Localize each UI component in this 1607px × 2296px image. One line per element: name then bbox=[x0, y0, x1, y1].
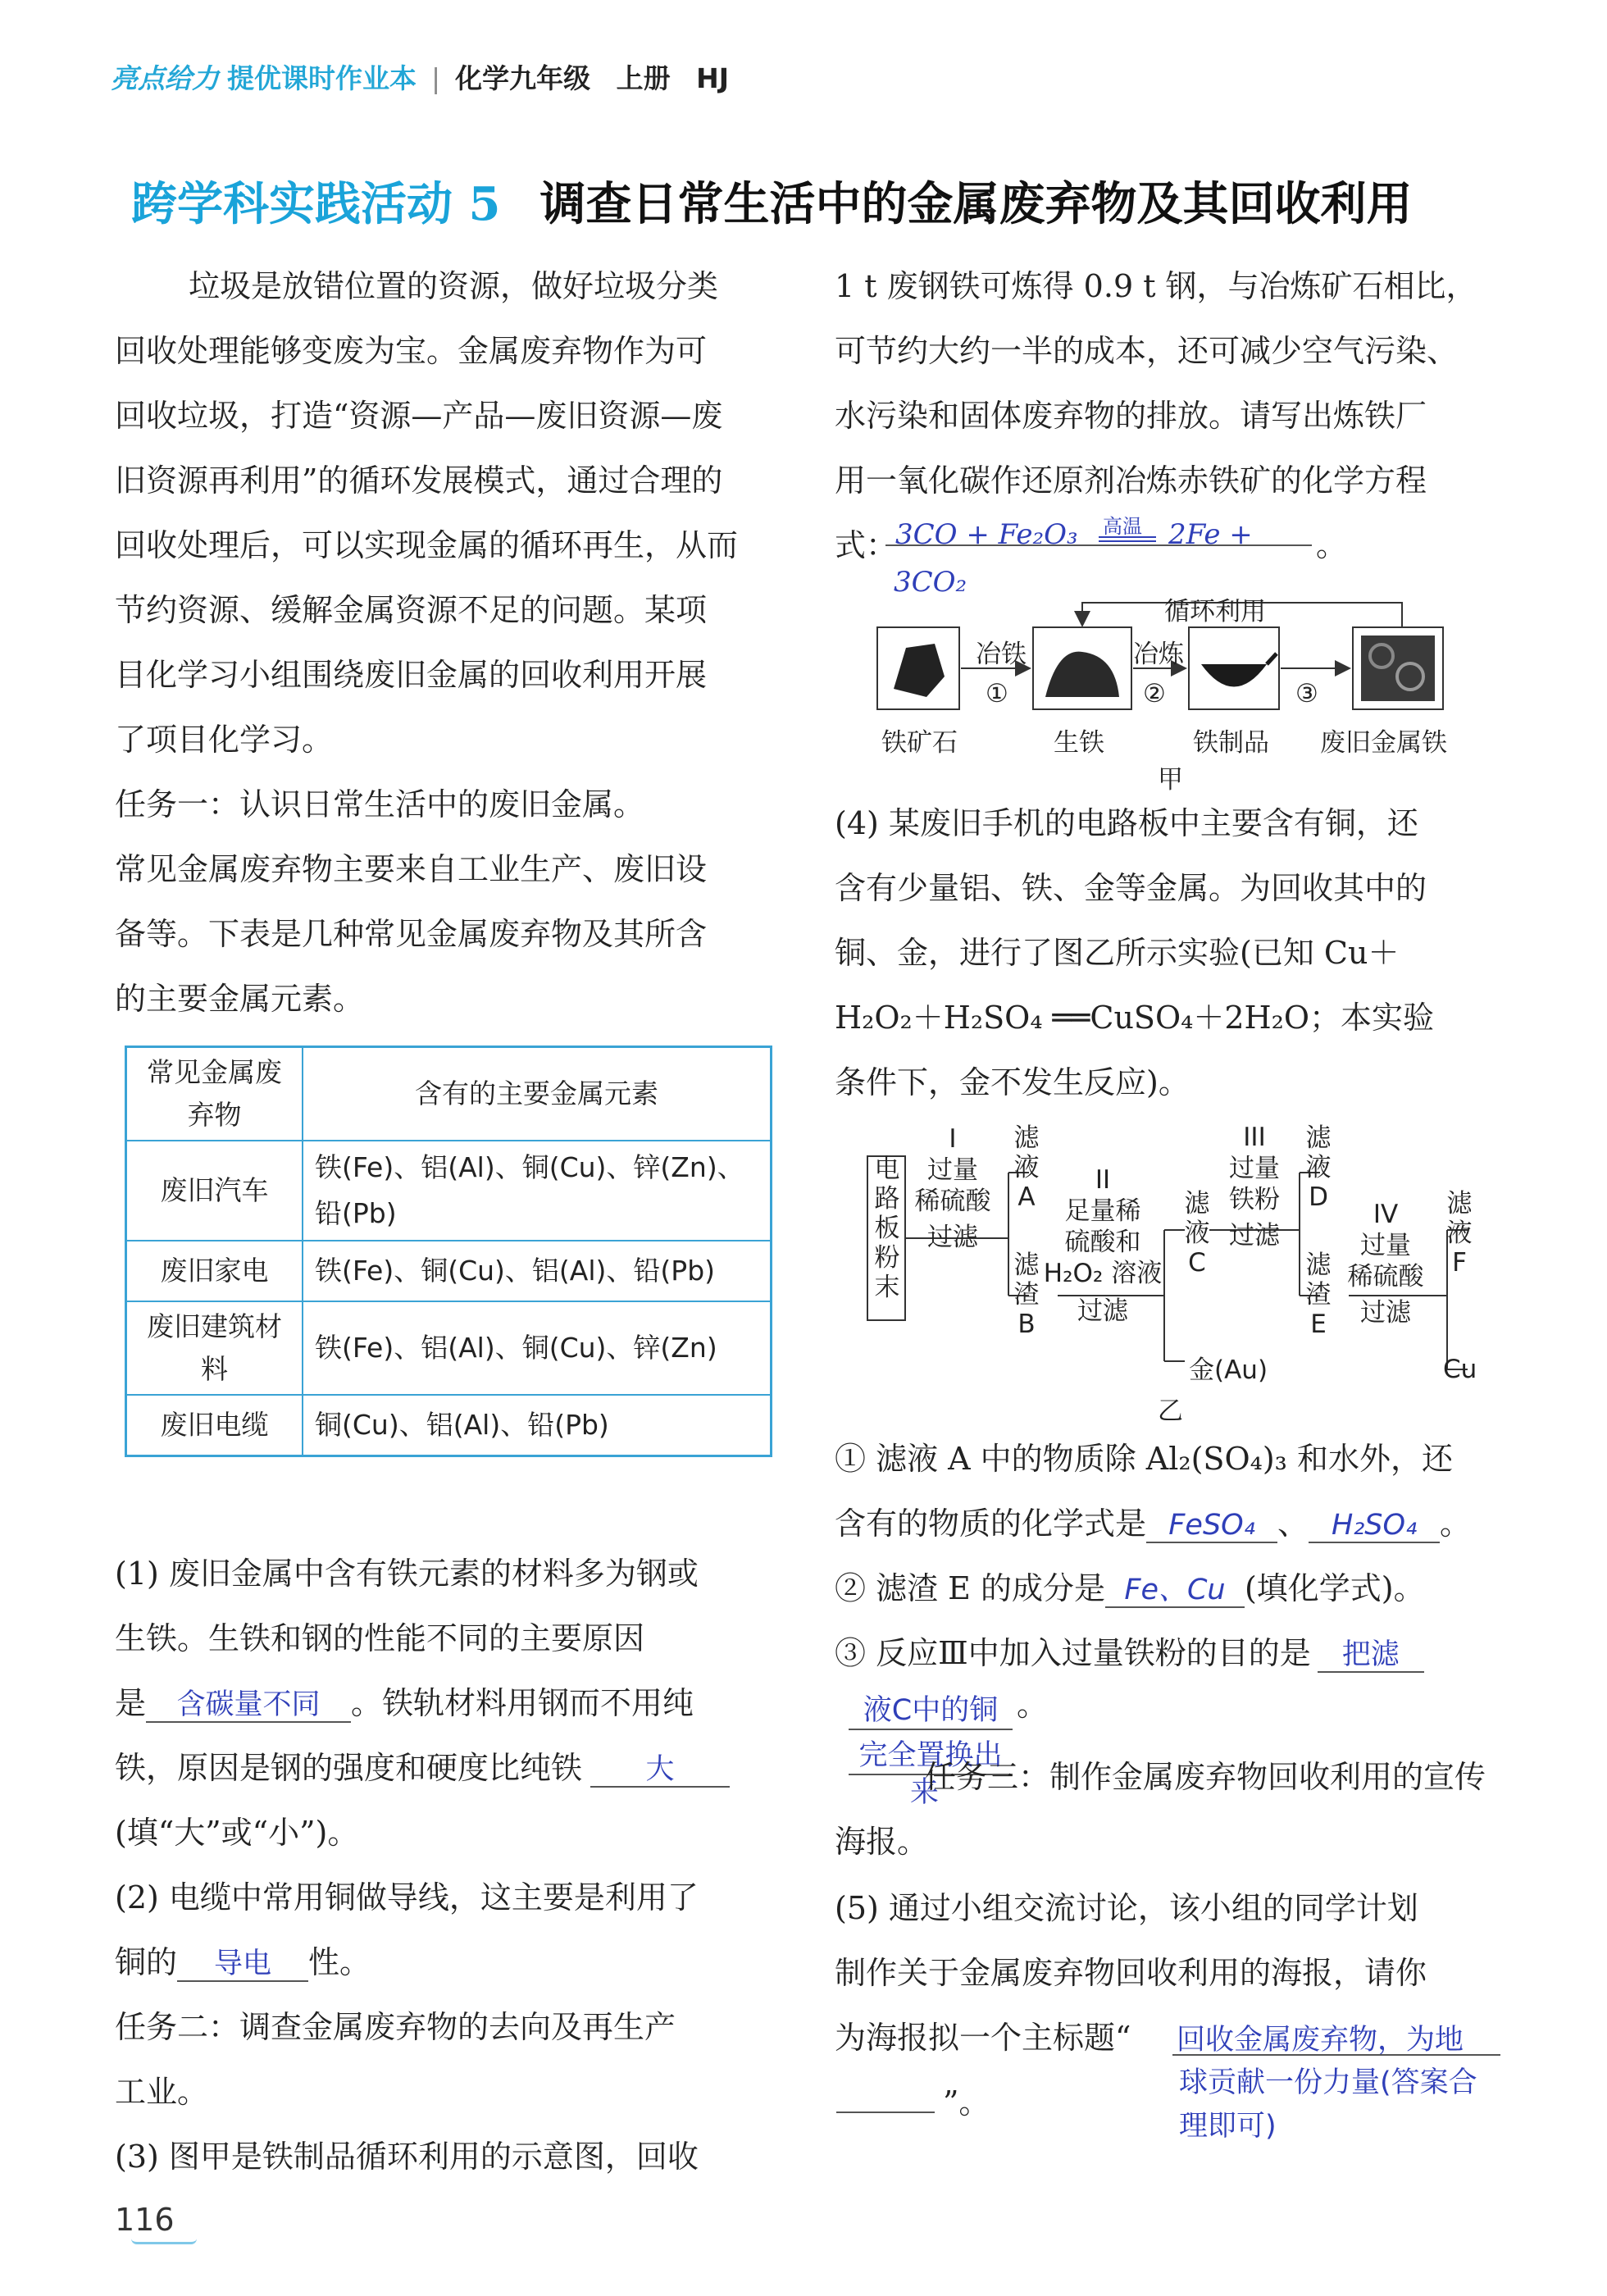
edition: HJ bbox=[696, 62, 729, 94]
ff-1: 滤 bbox=[1446, 1189, 1473, 1219]
ff-2: 液 bbox=[1446, 1219, 1473, 1248]
page-number-decoration bbox=[131, 2239, 197, 2244]
ff-3: F bbox=[1452, 1248, 1467, 1278]
stage-2-line: H₂O₂ 溶液 bbox=[1043, 1259, 1163, 1288]
q2-line: (2) 电缆中常用铜做导线，这主要是利用了 bbox=[115, 1879, 699, 1916]
q2-line bbox=[115, 1930, 787, 1995]
task1-heading: 任务一：认识日常生活中的废旧金属。 bbox=[115, 786, 645, 822]
q2-text: 性。 bbox=[308, 1944, 371, 1980]
q4-1-line bbox=[835, 1492, 1515, 1556]
q3-line: 水污染和固体废弃物的排放。请写出炼铁厂 bbox=[835, 398, 1427, 434]
q1-line bbox=[115, 1736, 787, 1801]
task2-heading: 任务二：调查金属废弃物的去向及再生产 bbox=[115, 2009, 676, 2045]
eq-prefix: 式： bbox=[835, 527, 898, 563]
q4-1-line: ① 滤液 A 中的物质除 Al₂(SO₄)₃ 和水外，还 bbox=[835, 1441, 1453, 1477]
q4-text bbox=[835, 791, 1515, 1115]
task1-text: 常见金属废弃物主要来自工业生产、废旧设 bbox=[115, 851, 708, 887]
fd-3: D bbox=[1309, 1182, 1328, 1212]
intro-line: 回收处理后，可以实现金属的循环再生，从而 bbox=[115, 527, 739, 563]
left-questions bbox=[115, 1542, 787, 2189]
filtrate-f bbox=[1443, 1189, 1476, 1278]
q4-2-end: (填化学式)。 bbox=[1244, 1570, 1425, 1606]
table-cell: 铁(Fe)、铝(Al)、铜(Cu)、锌(Zn) bbox=[303, 1301, 772, 1395]
table-cell: 废旧建筑材料 bbox=[126, 1301, 303, 1395]
filtrate-d bbox=[1302, 1123, 1335, 1212]
fa-3: A bbox=[1017, 1182, 1036, 1212]
intro-line: 垃圾是放错位置的资源，做好垃圾分类 bbox=[189, 268, 719, 304]
fd-2: 液 bbox=[1305, 1153, 1332, 1182]
fc-1: 滤 bbox=[1184, 1189, 1210, 1219]
stage-2 bbox=[1037, 1164, 1168, 1327]
answer-blank-line-2 bbox=[836, 2112, 935, 2113]
answer-poster-1: 回收金属废弃物，为地 bbox=[1177, 2024, 1464, 2057]
q4-subquestions bbox=[835, 1427, 1515, 1686]
scrap-icon bbox=[1361, 636, 1435, 701]
q5-line: 制作关于金属废弃物回收利用的海报，请你 bbox=[835, 1955, 1427, 1991]
stage-2-line: 足量稀 bbox=[1064, 1196, 1141, 1226]
gold-product: 金(Au) bbox=[1189, 1355, 1268, 1385]
fa-2: 液 bbox=[1013, 1153, 1040, 1182]
arrow-3-num: ③ bbox=[1295, 679, 1318, 708]
table-header-cell: 含有的主要金属元素 bbox=[303, 1047, 772, 1141]
left-column bbox=[115, 254, 787, 1032]
arrow-1-label: 冶铁 bbox=[976, 640, 1027, 669]
q4-2-text: ② 滤渣 E 的成分是 bbox=[835, 1570, 1105, 1606]
q2-text: 铜的 bbox=[115, 1944, 178, 1980]
page-title bbox=[131, 168, 1412, 234]
label-iron-product: 铁制品 bbox=[1193, 728, 1269, 758]
task2-heading: 工业。 bbox=[115, 2074, 209, 2110]
arrow-2-num: ② bbox=[1143, 679, 1166, 708]
q4-3-end: 。 bbox=[1017, 1687, 1049, 1723]
volume: 上册 bbox=[616, 62, 671, 94]
series-name: 提优课时作业本 bbox=[227, 62, 417, 94]
fd-1: 滤 bbox=[1305, 1123, 1332, 1153]
table-cell: 废旧电缆 bbox=[126, 1395, 303, 1456]
answer-residue-e: Fe、Cu bbox=[1105, 1574, 1245, 1608]
task1-text: 备等。下表是几种常见金属废弃物及其所含 bbox=[115, 916, 708, 952]
table-cell: 废旧汽车 bbox=[126, 1141, 303, 1241]
page-header bbox=[111, 57, 729, 96]
answer-carbon: 含碳量不同 bbox=[146, 1688, 351, 1723]
figure-caption-a: 甲 bbox=[1158, 765, 1183, 795]
intro-line: 旧资源再利用”的循环发展模式，通过合理的 bbox=[115, 462, 723, 499]
answer-conductivity: 导电 bbox=[177, 1947, 308, 1982]
intro-line: 节约资源、缓解金属资源不足的问题。某项 bbox=[115, 592, 708, 628]
rb-3: B bbox=[1017, 1310, 1036, 1339]
answer-purpose-4: 来 bbox=[910, 1776, 940, 1809]
label-scrap-iron: 废旧金属铁 bbox=[1320, 728, 1447, 758]
q1-text: 是 bbox=[115, 1685, 147, 1721]
fc-2: 液 bbox=[1184, 1219, 1210, 1248]
table-cell: 废旧家电 bbox=[126, 1241, 303, 1301]
subject: 化学九年级 bbox=[455, 62, 591, 94]
arrow-2-label: 冶炼 bbox=[1133, 640, 1184, 669]
answer-h2so4: H₂SO₄ bbox=[1309, 1509, 1440, 1543]
rb-1: 滤 bbox=[1013, 1250, 1040, 1280]
label-ore: 铁矿石 bbox=[881, 728, 958, 758]
q3-line: 用一氧化碳作还原剂冶炼赤铁矿的化学方程 bbox=[835, 462, 1427, 499]
equation-condition: 高温 bbox=[1103, 515, 1142, 538]
rb-2: 渣 bbox=[1013, 1280, 1040, 1310]
q3-line: 1 t 废钢铁可炼得 0.9 t 钢，与冶炼矿石相比， bbox=[835, 268, 1477, 304]
intro-line: 了项目化学习。 bbox=[115, 722, 334, 758]
re-3: E bbox=[1310, 1310, 1327, 1339]
task3 bbox=[835, 1745, 1515, 1875]
table-cell: 铁(Fe)、铜(Cu)、铝(Al)、铅(Pb) bbox=[303, 1241, 772, 1301]
q1-line bbox=[115, 1671, 787, 1736]
intro-line: 回收处理能够变废为宝。金属废弃物作为可 bbox=[115, 333, 708, 369]
table-header-row bbox=[126, 1047, 772, 1141]
intro-line: 目化学习小组围绕废旧金属的回收利用开展 bbox=[115, 657, 708, 693]
label-pig-iron: 生铁 bbox=[1054, 728, 1104, 758]
q4-line: 铜、金，进行了图乙所示实验(已知 Cu＋ bbox=[835, 935, 1400, 971]
stage-4-num: IV bbox=[1373, 1200, 1399, 1229]
q1-text: 铁，原因是钢的强度和硬度比纯铁 bbox=[115, 1750, 583, 1786]
q4-line: 含有少量铝、铁、金等金属。为回收其中的 bbox=[835, 870, 1427, 906]
header-separator: | bbox=[431, 62, 441, 94]
q4-1-sep: 、 bbox=[1277, 1506, 1309, 1542]
answer-hardness: 大 bbox=[590, 1753, 730, 1788]
equation-left: 3CO + Fe₂O₃ bbox=[895, 518, 1078, 551]
fc-3: C bbox=[1188, 1248, 1206, 1278]
answer-purpose-1: 把滤 bbox=[1318, 1638, 1424, 1673]
q4-3-line bbox=[835, 1621, 1515, 1686]
q1-line: 生铁。生铁和钢的性能不同的主要原因 bbox=[115, 1620, 645, 1656]
stage-3-line: 过滤 bbox=[1229, 1221, 1280, 1250]
stage-1-line: 稀硫酸 bbox=[914, 1187, 991, 1216]
table-row bbox=[126, 1301, 772, 1395]
intro-line: 回收垃圾，打造“资源—产品—废旧资源—废 bbox=[115, 398, 723, 434]
q5-end: ”。 bbox=[943, 2084, 990, 2121]
stage-2-line: 过滤 bbox=[1077, 1296, 1128, 1326]
stage-2-num: II bbox=[1095, 1165, 1111, 1195]
table-cell: 铁(Fe)、铝(Al)、铜(Cu)、锌(Zn)、铅(Pb) bbox=[303, 1141, 772, 1241]
equation-right: 2Fe + bbox=[1168, 518, 1253, 551]
task3-heading: 任务三：制作金属废弃物回收利用的宣传 bbox=[925, 1759, 1486, 1795]
q3-line: 可节约大约一半的成本，还可减少空气污染、 bbox=[835, 333, 1459, 369]
task1-text: 的主要金属元素。 bbox=[115, 981, 365, 1017]
stage-4-line: 稀硫酸 bbox=[1347, 1262, 1424, 1292]
q3-line: (3) 图甲是铁制品循环利用的示意图，回收 bbox=[115, 2139, 699, 2175]
equation-continued: 3CO₂ bbox=[894, 566, 967, 599]
page-number: 116 bbox=[115, 2202, 175, 2238]
stage-3-line: 过量 bbox=[1229, 1154, 1280, 1183]
equation-arrow-line bbox=[1099, 536, 1156, 538]
fa-1: 滤 bbox=[1013, 1123, 1040, 1153]
table-row bbox=[126, 1395, 772, 1456]
answer-feso4: FeSO₄ bbox=[1146, 1509, 1277, 1543]
stage-4-line: 过量 bbox=[1360, 1231, 1411, 1260]
metal-waste-table bbox=[125, 1046, 772, 1457]
q1-line: (填“大”或“小”)。 bbox=[115, 1815, 359, 1851]
answer-blank-line bbox=[1172, 2054, 1500, 2056]
stage-2-line: 硫酸和 bbox=[1064, 1228, 1141, 1257]
answer-poster-3: 理即可) bbox=[1179, 2110, 1277, 2143]
equation-arrow-line bbox=[1099, 540, 1156, 542]
stage-1-line: 过量 bbox=[927, 1155, 978, 1185]
stage-3 bbox=[1209, 1122, 1300, 1251]
answer-poster-2: 球贡献一份力量(答案合 bbox=[1179, 2066, 1477, 2099]
q4-line: 条件下，金不发生反应)。 bbox=[835, 1064, 1190, 1100]
stage-1-line: 过滤 bbox=[927, 1223, 978, 1252]
start-label: 电路板粉末 bbox=[874, 1155, 900, 1302]
stage-1-num: I bbox=[949, 1124, 957, 1154]
table-row bbox=[126, 1241, 772, 1301]
re-2: 渣 bbox=[1305, 1280, 1332, 1310]
title-main: 调查日常生活中的金属废弃物及其回收利用 bbox=[539, 177, 1413, 231]
table-row bbox=[126, 1141, 772, 1241]
brand-logo: 亮点给力 bbox=[111, 62, 219, 94]
q4-line: H₂O₂＋H₂SO₄ ══CuSO₄＋2H₂O；本实验 bbox=[835, 1000, 1435, 1036]
loop-label: 循环利用 bbox=[1164, 597, 1266, 626]
stage-3-line: 铁粉 bbox=[1229, 1185, 1280, 1214]
figure-caption-b: 乙 bbox=[1158, 1396, 1183, 1426]
arrow-1-num: ① bbox=[986, 679, 1008, 708]
stage-4 bbox=[1336, 1199, 1435, 1328]
residue-e bbox=[1302, 1250, 1335, 1339]
copper-product: Cu bbox=[1443, 1355, 1477, 1384]
table-cell: 铜(Cu)、铝(Al)、铅(Pb) bbox=[303, 1395, 772, 1456]
q5-line: 为海报拟一个主标题“ bbox=[835, 2020, 1131, 2056]
answer-purpose-2: 液C中的铜 bbox=[849, 1688, 1013, 1730]
stage-1 bbox=[904, 1123, 1002, 1253]
activity-label: 跨学科实践活动 5 bbox=[131, 177, 501, 231]
q4-2-line bbox=[835, 1556, 1515, 1621]
stage-3-num: III bbox=[1243, 1123, 1266, 1152]
answer-purpose-3: 完全置换出 bbox=[849, 1733, 1013, 1775]
q4-1-text: 含有的物质的化学式是 bbox=[835, 1506, 1147, 1542]
eq-suffix: 。 bbox=[1316, 527, 1348, 563]
table-header-cell: 常见金属废弃物 bbox=[126, 1047, 303, 1141]
filtrate-c bbox=[1181, 1189, 1213, 1278]
q5-line: (5) 通过小组交流讨论，该小组的同学计划 bbox=[835, 1890, 1418, 1926]
q4-1-end: 。 bbox=[1440, 1506, 1472, 1542]
q4-line: (4) 某废旧手机的电路板中主要含有铜，还 bbox=[835, 805, 1418, 841]
q4-3-text: ③ 反应Ⅲ中加入过量铁粉的目的是 bbox=[835, 1635, 1311, 1671]
re-1: 滤 bbox=[1305, 1250, 1332, 1280]
stage-4-line: 过滤 bbox=[1360, 1298, 1411, 1328]
q1-line: (1) 废旧金属中含有铁元素的材料多为钢或 bbox=[115, 1556, 699, 1592]
task3-heading: 海报。 bbox=[835, 1824, 929, 1860]
right-column-top bbox=[835, 254, 1515, 513]
q1-text: 。铁轨材料用钢而不用纯 bbox=[351, 1685, 694, 1721]
